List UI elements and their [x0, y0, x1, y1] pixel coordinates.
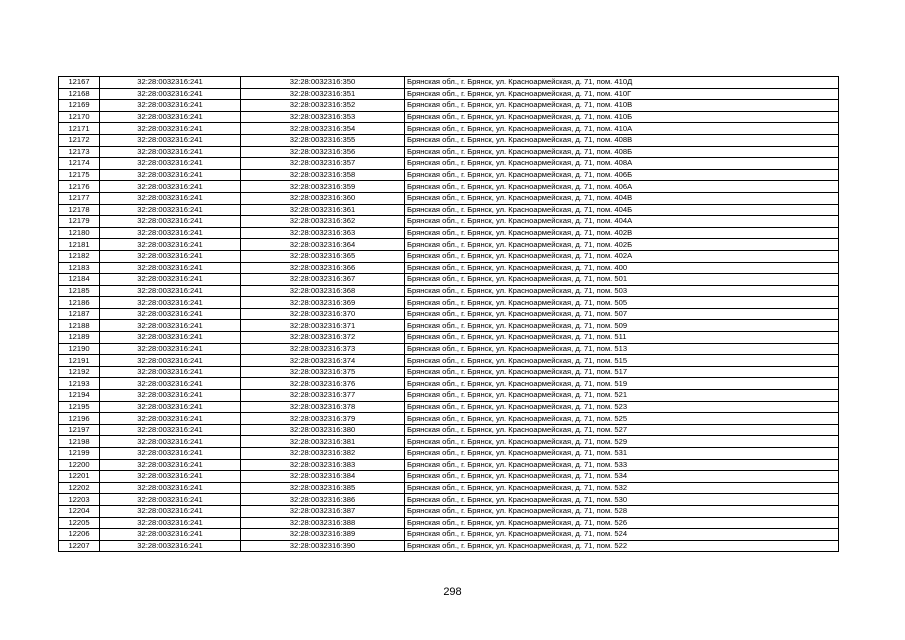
address-cell: Брянская обл., г. Брянск, ул. Красноармейская, д. 71, пом. 408А — [405, 158, 839, 170]
table-row — [59, 308, 839, 320]
row-number-cell: 12190 — [59, 343, 100, 355]
cadastral-number-cell: 32:28:0032316:360 — [241, 192, 405, 204]
address-cell: Брянская обл., г. Брянск, ул. Красноармейская, д. 71, пом. 529 — [405, 436, 839, 448]
address-cell: Брянская обл., г. Брянск, ул. Красноармейская, д. 71, пом. 410В — [405, 100, 839, 112]
table-row — [59, 239, 839, 251]
table-row — [59, 529, 839, 541]
table-row — [59, 436, 839, 448]
address-cell: Брянская обл., г. Брянск, ул. Красноармейская, д. 71, пом. 534 — [405, 471, 839, 483]
row-number-cell: 12169 — [59, 100, 100, 112]
parent-cadastral-number-cell: 32:28:0032316:241 — [100, 192, 241, 204]
parent-cadastral-number-cell: 32:28:0032316:241 — [100, 459, 241, 471]
cadastral-number-cell: 32:28:0032316:390 — [241, 540, 405, 552]
address-cell: Брянская обл., г. Брянск, ул. Красноармейская, д. 71, пом. 505 — [405, 297, 839, 309]
address-cell: Брянская обл., г. Брянск, ул. Красноармейская, д. 71, пом. 530 — [405, 494, 839, 506]
row-number-cell: 12183 — [59, 262, 100, 274]
address-cell: Брянская обл., г. Брянск, ул. Красноармейская, д. 71, пом. 511 — [405, 332, 839, 344]
parent-cadastral-number-cell: 32:28:0032316:241 — [100, 250, 241, 262]
cadastral-number-cell: 32:28:0032316:387 — [241, 505, 405, 517]
table-row — [59, 448, 839, 460]
table-row — [59, 401, 839, 413]
table-row — [59, 250, 839, 262]
cadastral-number-cell: 32:28:0032316:378 — [241, 401, 405, 413]
row-number-cell: 12173 — [59, 146, 100, 158]
registry-table — [58, 76, 839, 552]
parent-cadastral-number-cell: 32:28:0032316:241 — [100, 239, 241, 251]
row-number-cell: 12199 — [59, 448, 100, 460]
address-cell: Брянская обл., г. Брянск, ул. Красноармейская, д. 71, пом. 404Б — [405, 204, 839, 216]
cadastral-number-cell: 32:28:0032316:369 — [241, 297, 405, 309]
table-row — [59, 88, 839, 100]
row-number-cell: 12174 — [59, 158, 100, 170]
row-number-cell: 12184 — [59, 274, 100, 286]
parent-cadastral-number-cell: 32:28:0032316:241 — [100, 111, 241, 123]
address-cell: Брянская обл., г. Брянск, ул. Красноармейская, д. 71, пом. 402Б — [405, 239, 839, 251]
parent-cadastral-number-cell: 32:28:0032316:241 — [100, 274, 241, 286]
row-number-cell: 12203 — [59, 494, 100, 506]
cadastral-number-cell: 32:28:0032316:383 — [241, 459, 405, 471]
row-number-cell: 12197 — [59, 424, 100, 436]
address-cell: Брянская обл., г. Брянск, ул. Красноармейская, д. 71, пом. 400 — [405, 262, 839, 274]
row-number-cell: 12193 — [59, 378, 100, 390]
address-cell: Брянская обл., г. Брянск, ул. Красноармейская, д. 71, пом. 402А — [405, 250, 839, 262]
cadastral-number-cell: 32:28:0032316:382 — [241, 448, 405, 460]
address-cell: Брянская обл., г. Брянск, ул. Красноармейская, д. 71, пом. 522 — [405, 540, 839, 552]
cadastral-number-cell: 32:28:0032316:367 — [241, 274, 405, 286]
address-cell: Брянская обл., г. Брянск, ул. Красноармейская, д. 71, пом. 519 — [405, 378, 839, 390]
parent-cadastral-number-cell: 32:28:0032316:241 — [100, 505, 241, 517]
cadastral-number-cell: 32:28:0032316:363 — [241, 227, 405, 239]
table-row — [59, 320, 839, 332]
parent-cadastral-number-cell: 32:28:0032316:241 — [100, 181, 241, 193]
row-number-cell: 12187 — [59, 308, 100, 320]
cadastral-number-cell: 32:28:0032316:354 — [241, 123, 405, 135]
address-cell: Брянская обл., г. Брянск, ул. Красноармейская, д. 71, пом. 533 — [405, 459, 839, 471]
row-number-cell: 12192 — [59, 366, 100, 378]
row-number-cell: 12195 — [59, 401, 100, 413]
parent-cadastral-number-cell: 32:28:0032316:241 — [100, 471, 241, 483]
parent-cadastral-number-cell: 32:28:0032316:241 — [100, 540, 241, 552]
parent-cadastral-number-cell: 32:28:0032316:241 — [100, 390, 241, 402]
address-cell: Брянская обл., г. Брянск, ул. Красноармейская, д. 71, пом. 525 — [405, 413, 839, 425]
cadastral-number-cell: 32:28:0032316:358 — [241, 169, 405, 181]
cadastral-number-cell: 32:28:0032316:377 — [241, 390, 405, 402]
table-row — [59, 216, 839, 228]
address-cell: Брянская обл., г. Брянск, ул. Красноармейская, д. 71, пом. 402В — [405, 227, 839, 239]
table-row — [59, 540, 839, 552]
cadastral-number-cell: 32:28:0032316:370 — [241, 308, 405, 320]
cadastral-number-cell: 32:28:0032316:372 — [241, 332, 405, 344]
parent-cadastral-number-cell: 32:28:0032316:241 — [100, 216, 241, 228]
address-cell: Брянская обл., г. Брянск, ул. Красноармейская, д. 71, пом. 524 — [405, 529, 839, 541]
table-row — [59, 355, 839, 367]
address-cell: Брянская обл., г. Брянск, ул. Красноармейская, д. 71, пом. 406Б — [405, 169, 839, 181]
cadastral-number-cell: 32:28:0032316:373 — [241, 343, 405, 355]
row-number-cell: 12179 — [59, 216, 100, 228]
parent-cadastral-number-cell: 32:28:0032316:241 — [100, 146, 241, 158]
row-number-cell: 12201 — [59, 471, 100, 483]
cadastral-number-cell: 32:28:0032316:374 — [241, 355, 405, 367]
row-number-cell: 12172 — [59, 134, 100, 146]
table-row — [59, 366, 839, 378]
registry-table-body — [59, 77, 839, 552]
row-number-cell: 12198 — [59, 436, 100, 448]
table-row — [59, 332, 839, 344]
table-row — [59, 297, 839, 309]
table-row — [59, 424, 839, 436]
table-row — [59, 123, 839, 135]
parent-cadastral-number-cell: 32:28:0032316:241 — [100, 158, 241, 170]
row-number-cell: 12175 — [59, 169, 100, 181]
table-row — [59, 134, 839, 146]
table-row — [59, 77, 839, 89]
cadastral-number-cell: 32:28:0032316:365 — [241, 250, 405, 262]
row-number-cell: 12206 — [59, 529, 100, 541]
parent-cadastral-number-cell: 32:28:0032316:241 — [100, 436, 241, 448]
row-number-cell: 12170 — [59, 111, 100, 123]
row-number-cell: 12200 — [59, 459, 100, 471]
table-row — [59, 505, 839, 517]
cadastral-number-cell: 32:28:0032316:379 — [241, 413, 405, 425]
address-cell: Брянская обл., г. Брянск, ул. Красноармейская, д. 71, пом. 507 — [405, 308, 839, 320]
parent-cadastral-number-cell: 32:28:0032316:241 — [100, 77, 241, 89]
cadastral-number-cell: 32:28:0032316:357 — [241, 158, 405, 170]
address-cell: Брянская обл., г. Брянск, ул. Красноармейская, д. 71, пом. 528 — [405, 505, 839, 517]
address-cell: Брянская обл., г. Брянск, ул. Красноармейская, д. 71, пом. 408В — [405, 134, 839, 146]
cadastral-number-cell: 32:28:0032316:359 — [241, 181, 405, 193]
table-row — [59, 158, 839, 170]
parent-cadastral-number-cell: 32:28:0032316:241 — [100, 494, 241, 506]
cadastral-number-cell: 32:28:0032316:376 — [241, 378, 405, 390]
parent-cadastral-number-cell: 32:28:0032316:241 — [100, 517, 241, 529]
cadastral-number-cell: 32:28:0032316:368 — [241, 285, 405, 297]
address-cell: Брянская обл., г. Брянск, ул. Красноармейская, д. 71, пом. 408Б — [405, 146, 839, 158]
address-cell: Брянская обл., г. Брянск, ул. Красноармейская, д. 71, пом. 406А — [405, 181, 839, 193]
cadastral-number-cell: 32:28:0032316:381 — [241, 436, 405, 448]
cadastral-number-cell: 32:28:0032316:352 — [241, 100, 405, 112]
address-cell: Брянская обл., г. Брянск, ул. Красноармейская, д. 71, пом. 521 — [405, 390, 839, 402]
parent-cadastral-number-cell: 32:28:0032316:241 — [100, 482, 241, 494]
cadastral-number-cell: 32:28:0032316:380 — [241, 424, 405, 436]
cadastral-number-cell: 32:28:0032316:350 — [241, 77, 405, 89]
address-cell: Брянская обл., г. Брянск, ул. Красноармейская, д. 71, пом. 501 — [405, 274, 839, 286]
address-cell: Брянская обл., г. Брянск, ул. Красноармейская, д. 71, пом. 532 — [405, 482, 839, 494]
parent-cadastral-number-cell: 32:28:0032316:241 — [100, 320, 241, 332]
row-number-cell: 12196 — [59, 413, 100, 425]
parent-cadastral-number-cell: 32:28:0032316:241 — [100, 100, 241, 112]
parent-cadastral-number-cell: 32:28:0032316:241 — [100, 413, 241, 425]
table-row — [59, 285, 839, 297]
cadastral-number-cell: 32:28:0032316:351 — [241, 88, 405, 100]
row-number-cell: 12188 — [59, 320, 100, 332]
cadastral-number-cell: 32:28:0032316:361 — [241, 204, 405, 216]
row-number-cell: 12186 — [59, 297, 100, 309]
table-row — [59, 390, 839, 402]
table-row — [59, 274, 839, 286]
cadastral-number-cell: 32:28:0032316:364 — [241, 239, 405, 251]
row-number-cell: 12189 — [59, 332, 100, 344]
row-number-cell: 12177 — [59, 192, 100, 204]
row-number-cell: 12185 — [59, 285, 100, 297]
cadastral-number-cell: 32:28:0032316:371 — [241, 320, 405, 332]
cadastral-number-cell: 32:28:0032316:362 — [241, 216, 405, 228]
parent-cadastral-number-cell: 32:28:0032316:241 — [100, 88, 241, 100]
address-cell: Брянская обл., г. Брянск, ул. Красноармейская, д. 71, пом. 515 — [405, 355, 839, 367]
table-row — [59, 169, 839, 181]
parent-cadastral-number-cell: 32:28:0032316:241 — [100, 227, 241, 239]
parent-cadastral-number-cell: 32:28:0032316:241 — [100, 366, 241, 378]
table-row — [59, 111, 839, 123]
table-row — [59, 192, 839, 204]
address-cell: Брянская обл., г. Брянск, ул. Красноармейская, д. 71, пом. 410Д — [405, 77, 839, 89]
cadastral-number-cell: 32:28:0032316:356 — [241, 146, 405, 158]
parent-cadastral-number-cell: 32:28:0032316:241 — [100, 355, 241, 367]
table-row — [59, 413, 839, 425]
address-cell: Брянская обл., г. Брянск, ул. Красноармейская, д. 71, пом. 527 — [405, 424, 839, 436]
table-row — [59, 494, 839, 506]
table-row — [59, 482, 839, 494]
address-cell: Брянская обл., г. Брянск, ул. Красноармейская, д. 71, пом. 509 — [405, 320, 839, 332]
row-number-cell: 12181 — [59, 239, 100, 251]
row-number-cell: 12176 — [59, 181, 100, 193]
address-cell: Брянская обл., г. Брянск, ул. Красноармейская, д. 71, пом. 503 — [405, 285, 839, 297]
row-number-cell: 12167 — [59, 77, 100, 89]
parent-cadastral-number-cell: 32:28:0032316:241 — [100, 308, 241, 320]
parent-cadastral-number-cell: 32:28:0032316:241 — [100, 204, 241, 216]
row-number-cell: 12168 — [59, 88, 100, 100]
cadastral-number-cell: 32:28:0032316:375 — [241, 366, 405, 378]
cadastral-number-cell: 32:28:0032316:353 — [241, 111, 405, 123]
parent-cadastral-number-cell: 32:28:0032316:241 — [100, 401, 241, 413]
table-row — [59, 146, 839, 158]
row-number-cell: 12205 — [59, 517, 100, 529]
address-cell: Брянская обл., г. Брянск, ул. Красноармейская, д. 71, пом. 513 — [405, 343, 839, 355]
row-number-cell: 12182 — [59, 250, 100, 262]
cadastral-number-cell: 32:28:0032316:388 — [241, 517, 405, 529]
table-row — [59, 227, 839, 239]
parent-cadastral-number-cell: 32:28:0032316:241 — [100, 529, 241, 541]
address-cell: Брянская обл., г. Брянск, ул. Красноармейская, д. 71, пом. 404В — [405, 192, 839, 204]
address-cell: Брянская обл., г. Брянск, ул. Красноармейская, д. 71, пом. 404А — [405, 216, 839, 228]
table-row — [59, 204, 839, 216]
address-cell: Брянская обл., г. Брянск, ул. Красноармейская, д. 71, пом. 517 — [405, 366, 839, 378]
table-row — [59, 181, 839, 193]
parent-cadastral-number-cell: 32:28:0032316:241 — [100, 332, 241, 344]
parent-cadastral-number-cell: 32:28:0032316:241 — [100, 424, 241, 436]
cadastral-number-cell: 32:28:0032316:366 — [241, 262, 405, 274]
parent-cadastral-number-cell: 32:28:0032316:241 — [100, 297, 241, 309]
row-number-cell: 12178 — [59, 204, 100, 216]
table-row — [59, 459, 839, 471]
row-number-cell: 12207 — [59, 540, 100, 552]
address-cell: Брянская обл., г. Брянск, ул. Красноармейская, д. 71, пом. 531 — [405, 448, 839, 460]
row-number-cell: 12194 — [59, 390, 100, 402]
parent-cadastral-number-cell: 32:28:0032316:241 — [100, 285, 241, 297]
table-row — [59, 100, 839, 112]
row-number-cell: 12180 — [59, 227, 100, 239]
address-cell: Брянская обл., г. Брянск, ул. Красноармейская, д. 71, пом. 523 — [405, 401, 839, 413]
cadastral-number-cell: 32:28:0032316:389 — [241, 529, 405, 541]
table-row — [59, 471, 839, 483]
parent-cadastral-number-cell: 32:28:0032316:241 — [100, 448, 241, 460]
cadastral-number-cell: 32:28:0032316:384 — [241, 471, 405, 483]
parent-cadastral-number-cell: 32:28:0032316:241 — [100, 378, 241, 390]
address-cell: Брянская обл., г. Брянск, ул. Красноармейская, д. 71, пом. 410Г — [405, 88, 839, 100]
address-cell: Брянская обл., г. Брянск, ул. Красноармейская, д. 71, пом. 410Б — [405, 111, 839, 123]
table-row — [59, 517, 839, 529]
table-row — [59, 262, 839, 274]
row-number-cell: 12204 — [59, 505, 100, 517]
row-number-cell: 12191 — [59, 355, 100, 367]
parent-cadastral-number-cell: 32:28:0032316:241 — [100, 134, 241, 146]
parent-cadastral-number-cell: 32:28:0032316:241 — [100, 262, 241, 274]
page-number: 298 — [443, 586, 462, 598]
table-row — [59, 343, 839, 355]
cadastral-number-cell: 32:28:0032316:355 — [241, 134, 405, 146]
cadastral-number-cell: 32:28:0032316:386 — [241, 494, 405, 506]
parent-cadastral-number-cell: 32:28:0032316:241 — [100, 123, 241, 135]
row-number-cell: 12202 — [59, 482, 100, 494]
row-number-cell: 12171 — [59, 123, 100, 135]
address-cell: Брянская обл., г. Брянск, ул. Красноармейская, д. 71, пом. 526 — [405, 517, 839, 529]
address-cell: Брянская обл., г. Брянск, ул. Красноармейская, д. 71, пом. 410А — [405, 123, 839, 135]
cadastral-number-cell: 32:28:0032316:385 — [241, 482, 405, 494]
parent-cadastral-number-cell: 32:28:0032316:241 — [100, 169, 241, 181]
parent-cadastral-number-cell: 32:28:0032316:241 — [100, 343, 241, 355]
table-row — [59, 378, 839, 390]
